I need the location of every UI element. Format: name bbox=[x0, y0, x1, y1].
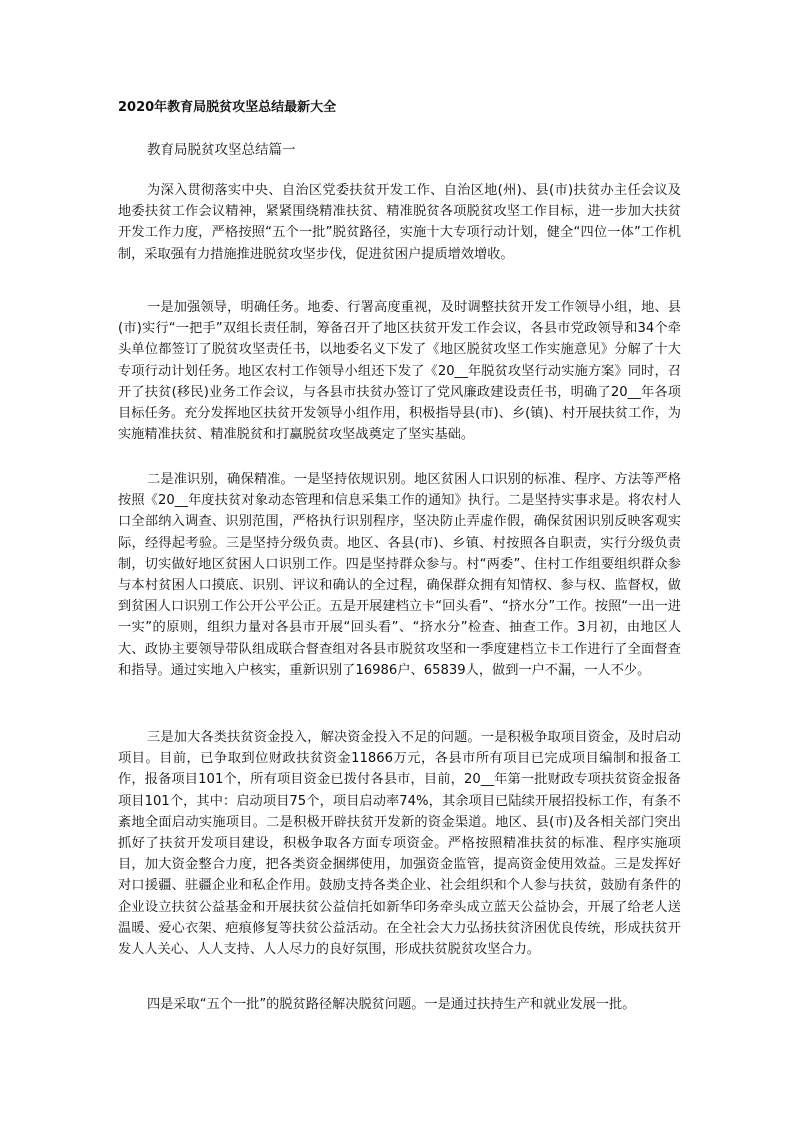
paragraph-five-batches: 四是采取“五个一批”的脱贫路径解决脱贫问题。一是通过扶持生产和就业发展一批。 bbox=[147, 997, 636, 1012]
paragraph-leadership: 一是加强领导，明确任务。地委、行署高度重视，及时调整扶贫开发工作领导小组，地、县(市)实行“一把手”双组长责任制，筹备召开了地区扶贫开发工作会议，各县市党政领导和34个牵头单位都签订了脱贫攻坚责任书，以地委名义下发了《地区脱贫攻坚工作实施意见》分解了十大专项行动计划任务。地区农村工作领导小组还下发了《20__年脱贫攻坚行动实施方案》同时，召开了扶贫(移民)业务工作会议，与各县市扶贫办签订了党风廉政建设责任书，明确了20__年各项目标任务。充分发挥地区扶贫开发领导小组作用，积极指导县(市)、乡(镇)、村开展扶贫工作，为实施精准扶贫、精准脱贫和打赢脱贫攻坚战奠定了坚实基础。 bbox=[118, 300, 681, 443]
paragraph-intro: 为深入贯彻落实中央、自治区党委扶贫开发工作、自治区地(州)、县(市)扶贫办主任会议及地委扶贫工作会议精神，紧紧围绕精准扶贫、精准脱贫各项脱贫攻坚工作目标，进一步加大扶贫开发工作力度，严格按照“五个一批”脱贫路径，实施十大专项行动计划，健全“四位一体”工作机制，采取强有力措施推进脱贫攻坚步伐，促进贫困户提质增效增收。 bbox=[118, 183, 681, 262]
section-heading: 教育局脱贫攻坚总结篇一 bbox=[147, 142, 296, 158]
document-title: 2020年教育局脱贫攻坚总结最新大全 bbox=[118, 100, 337, 115]
paragraph-identification: 二是准识别，确保精准。一是坚持依规识别。地区贫困人口识别的标准、程序、方法等严格按照《20__年度扶贫对象动态管理和信息采集工作的通知》执行。二是坚持实事求是。将农村人口全部纳入调查、识别范围，严格执行识别程序，坚决防止弄虚作假，确保贫困识别反映客观实际，经得起考验。三是坚持分级负责。地区、各县(市)、乡镇、村按照各自职责，实行分级负责制，切实做好地区贫困人口识别工作。四是坚持群众参与。村“两委”、住村工作组要组织群众参与本村贫困人口摸底、识别、评议和确认的全过程，确保群众拥有知情权、参与权、监督权，做到贫困人口识别工作公开公平公正。五是开展建档立卡“回头看”、“挤水分”工作。按照“一出一进一实”的原则，组织力量对各县市开展“回头看”、“挤水分”检查、抽查工作。3月初，由地区人大、政协主要领导带队组成联合督查组对各县市脱贫攻坚和一季度建档立卡工作进行了全面督查和指导。通过实地入户核实，重新识别了16986户、65839人，做到一户不漏，一人不少。 bbox=[118, 472, 681, 678]
paragraph-funding: 三是加大各类扶贫资金投入，解决资金投入不足的问题。一是积极争取项目资金，及时启动项目。目前，已争取到位财政扶贫资金11866万元，各县市所有项目已完成项目编制和报备工作，报备项目101个，所有项目资金已拨付各县市，目前，20__年第一批财政专项扶贫资金报备项目101个，其中：启动项目75个，项目启动率74%，其余项目已陆续开展招投标工作，有条不紊地全面启动实施项目。二是积极开辟扶贫开发新的资金渠道。地区、县(市)及各相关部门突出抓好了扶贫开发项目建设，积极争取各方面专项资金。严格按照精准扶贫的标准、程序实施项目，加大资金整合力度，把各类资金捆绑使用，加强资金监管，提高资金使用效益。三是发挥好对口援疆、驻疆企业和私企作用。鼓励支持各类企业、社会组织和个人参与扶贫，鼓励有条件的企业设立扶贫公益基金和开展扶贫公益信托如新华印务牵头成立蓝天公益协会，开展了给老人送温暖、爱心衣架、疤痕修复等扶贫公益活动。在全社会大力弘扬扶贫济困优良传统，形成扶贫开发人人关心、人人支持、人人尽力的良好氛围，形成扶贫脱贫攻坚合力。 bbox=[118, 730, 681, 958]
